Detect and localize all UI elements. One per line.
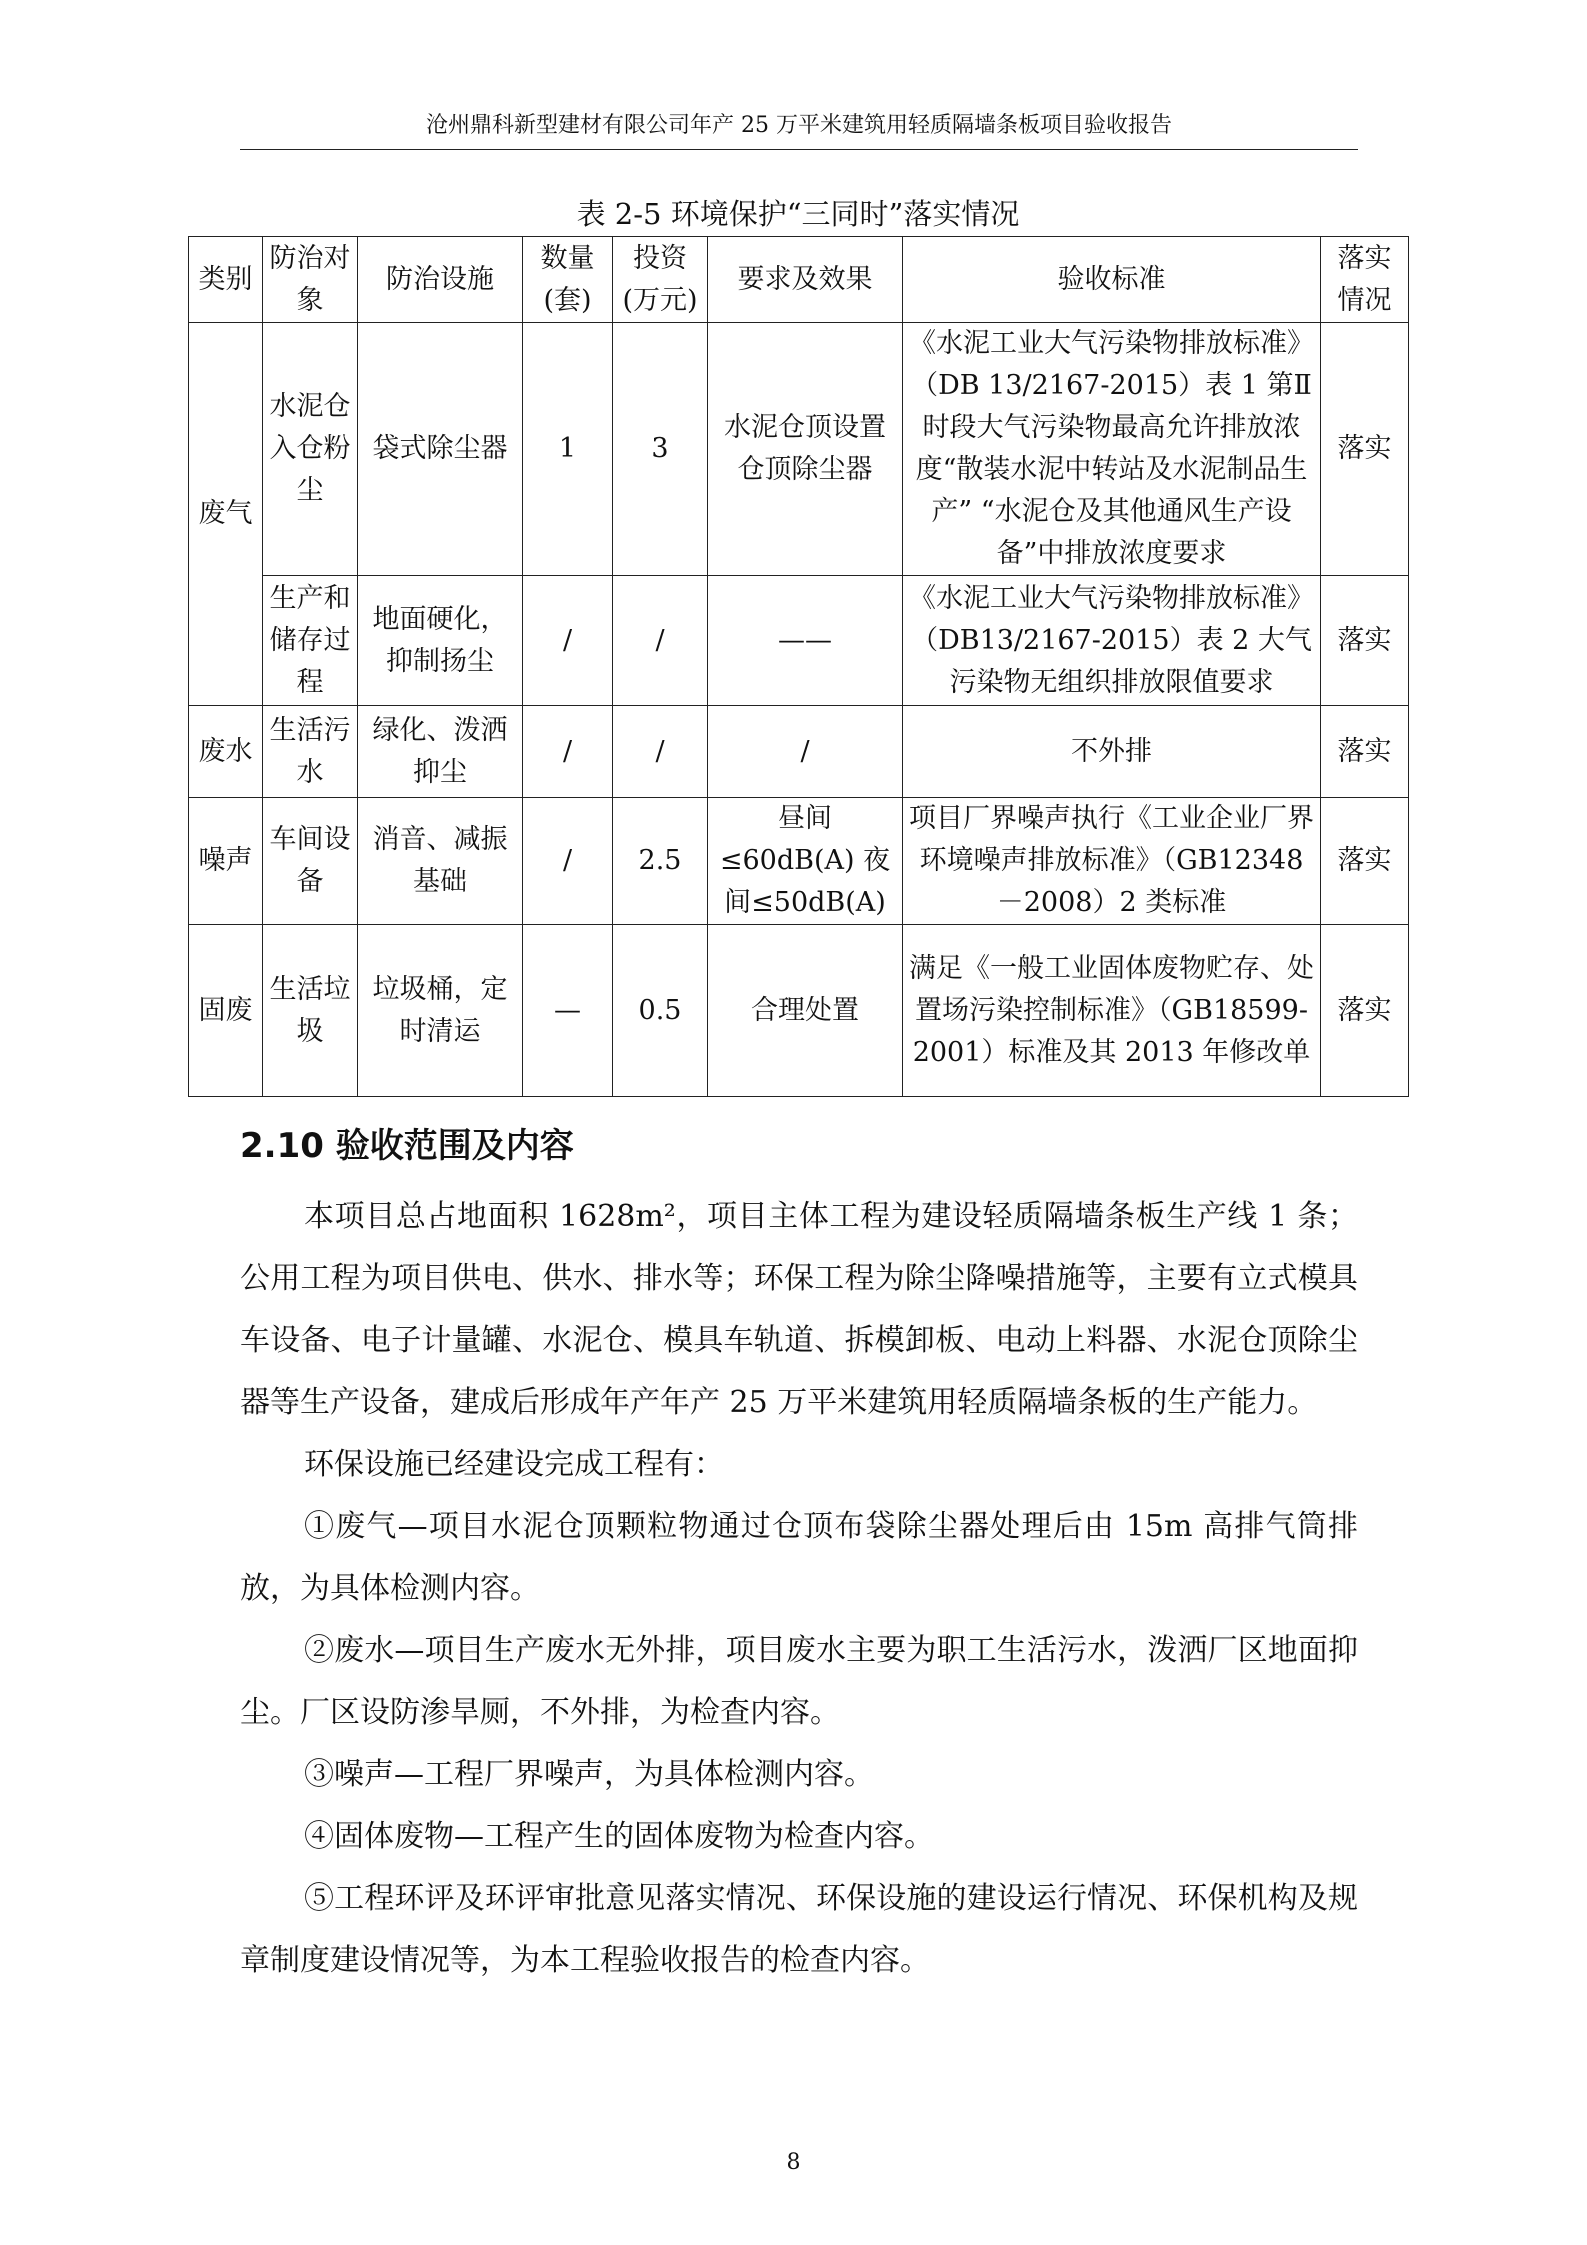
column-header: 数量(套): [523, 237, 613, 323]
requirement-cell: ——: [708, 576, 903, 706]
category-cell: 废气: [189, 323, 263, 706]
column-header: 落实情况: [1321, 237, 1409, 323]
table-row: [189, 798, 1409, 925]
paragraph: ①废气—项目水泥仓顶颗粒物通过仓顶布袋除尘器处理后由 15m 高排气筒排放，为具体检测内容。: [240, 1509, 1358, 1606]
category-cell: 噪声: [189, 798, 263, 925]
quantity-cell: 1: [523, 323, 613, 576]
table-row: [189, 925, 1409, 1097]
status-cell: 落实: [1321, 706, 1409, 798]
environmental-measures-table: [188, 236, 1409, 1097]
target-cell: 车间设备: [263, 798, 358, 925]
paragraph: ④固体废物—工程产生的固体废物为检查内容。: [304, 1819, 934, 1854]
category-cell: 废水: [189, 706, 263, 798]
status-cell: 落实: [1321, 798, 1409, 925]
table-row: [189, 706, 1409, 798]
category-cell: 固废: [189, 925, 263, 1097]
facility-cell: 消音、减振基础: [358, 798, 523, 925]
investment-cell: /: [613, 576, 708, 706]
standard-cell: 《水泥工业大气污染物排放标准》（DB 13/2167-2015）表 1 第Ⅱ时段大气污染物最高允许排放浓度“散装水泥中转站及水泥制品生产” “水泥仓及其他通风生产设备”中排放浓度要求: [903, 323, 1321, 576]
requirement-cell: 水泥仓顶设置仓顶除尘器: [708, 323, 903, 576]
facility-cell: 垃圾桶，定时清运: [358, 925, 523, 1097]
quantity-cell: /: [523, 798, 613, 925]
column-header: 类别: [189, 237, 263, 323]
standard-cell: 项目厂界噪声执行《工业企业厂界环境噪声排放标准》（GB12348－2008）2 类标准: [903, 798, 1321, 925]
paragraph: 环保设施已经建设完成工程有：: [304, 1447, 724, 1482]
status-cell: 落实: [1321, 576, 1409, 706]
table-header-row: [189, 237, 1409, 323]
status-cell: 落实: [1321, 925, 1409, 1097]
target-cell: 生活污水: [263, 706, 358, 798]
paragraph: 本项目总占地面积 1628m²，项目主体工程为建设轻质隔墙条板生产线 1 条；公用工程为项目供电、供水、排水等；环保工程为除尘降噪措施等，主要有立式模具车设备、电子计量罐、水泥仓、模具车轨道、拆模卸板、电动上料器、水泥仓顶除尘器等生产设备，建成后形成年产年产 25 万平米建筑用轻质隔墙条板的生产能力。: [240, 1199, 1358, 1420]
column-header: 防治设施: [358, 237, 523, 323]
investment-cell: /: [613, 706, 708, 798]
column-header: 要求及效果: [708, 237, 903, 323]
page-header: 沧州鼎科新型建材有限公司年产 25 万平米建筑用轻质隔墙条板项目验收报告: [240, 108, 1358, 150]
page-number: 8: [786, 2150, 801, 2175]
status-cell: 落实: [1321, 323, 1409, 576]
paragraph: ②废水—项目生产废水无外排，项目废水主要为职工生活污水，泼洒厂区地面抑尘。厂区设防渗旱厕，不外排，为检查内容。: [240, 1633, 1358, 1730]
standard-cell: 《水泥工业大气污染物排放标准》（DB13/2167-2015）表 2 大气污染物无组织排放限值要求: [903, 576, 1321, 706]
paragraph: ③噪声—工程厂界噪声，为具体检测内容。: [304, 1757, 874, 1792]
paragraph: ⑤工程环评及环评审批意见落实情况、环保设施的建设运行情况、环保机构及规章制度建设情况等，为本工程验收报告的检查内容。: [240, 1881, 1358, 1978]
standard-cell: 不外排: [903, 706, 1321, 798]
investment-cell: 3: [613, 323, 708, 576]
table-caption: 表 2-5 环境保护“三同时”落实情况: [576, 197, 1020, 231]
column-header: 防治对象: [263, 237, 358, 323]
target-cell: 水泥仓入仓粉尘: [263, 323, 358, 576]
section-heading: 2.10 验收范围及内容: [240, 1126, 574, 1166]
table-row: [189, 576, 1409, 706]
column-header: 投资(万元): [613, 237, 708, 323]
requirement-cell: 昼间≤60dB(A) 夜间≤50dB(A): [708, 798, 903, 925]
quantity-cell: /: [523, 706, 613, 798]
facility-cell: 袋式除尘器: [358, 323, 523, 576]
requirement-cell: 合理处置: [708, 925, 903, 1097]
investment-cell: 2.5: [613, 798, 708, 925]
column-header: 验收标准: [903, 237, 1321, 323]
requirement-cell: /: [708, 706, 903, 798]
facility-cell: 绿化、泼洒抑尘: [358, 706, 523, 798]
quantity-cell: —: [523, 925, 613, 1097]
target-cell: 生活垃圾: [263, 925, 358, 1097]
investment-cell: 0.5: [613, 925, 708, 1097]
standard-cell: 满足《一般工业固体废物贮存、处置场污染控制标准》（GB18599-2001）标准及其 2013 年修改单: [903, 925, 1321, 1097]
facility-cell: 地面硬化，抑制扬尘: [358, 576, 523, 706]
section-body: [240, 1186, 1358, 1992]
target-cell: 生产和储存过程: [263, 576, 358, 706]
quantity-cell: /: [523, 576, 613, 706]
table-row: [189, 323, 1409, 576]
